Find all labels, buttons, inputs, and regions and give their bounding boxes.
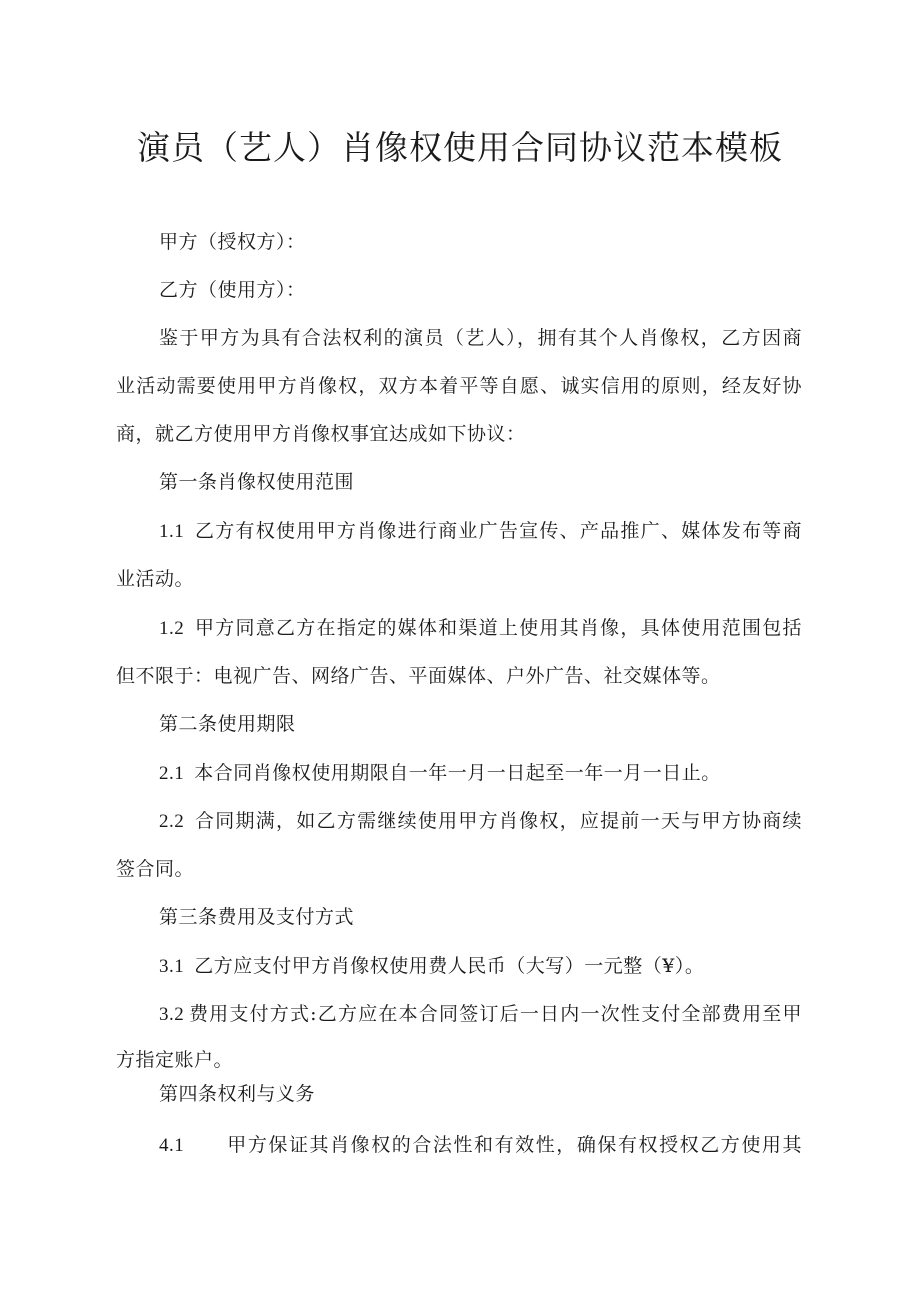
clause-1-1: [159, 517, 802, 546]
clause-text: 甲方同意乙方在指定的媒体和渠道上使用其肖像，具体使用范围包括: [194, 617, 802, 639]
clause-number: 1.1: [159, 521, 185, 542]
clause-1-2: [159, 614, 802, 643]
clause-2-1: [159, 759, 721, 788]
clause-1-2-cont: 但不限于：电视广告、网络广告、平面媒体、户外广告、社交媒体等。: [116, 665, 721, 687]
clause-2-2-cont: 签合同。: [116, 858, 195, 880]
document-title: 演员（艺人）肖像权使用合同协议范本模板: [137, 128, 783, 167]
party-b-line: 乙方（使用方）：: [159, 279, 306, 301]
clause-3-1: [159, 952, 704, 981]
preamble-line-1: 鉴于甲方为具有合法权利的演员（艺人），拥有其个人肖像权，乙方因商: [159, 327, 802, 349]
clause-1-1-cont: 业活动。: [116, 568, 195, 590]
clause-number: 3.1: [159, 956, 185, 977]
clause-number: 3.2: [159, 1004, 185, 1025]
article-1-heading: 第一条肖像权使用范围: [159, 471, 355, 493]
article-4-heading: 第四条权利与义务: [159, 1083, 316, 1105]
preamble-line-3: 商，就乙方使用甲方肖像权事宜达成如下协议：: [116, 423, 526, 445]
party-a-line: 甲方（授权方）：: [159, 231, 306, 253]
preamble-line-2: 业活动需要使用甲方肖像权，双方本着平等自愿、诚实信用的原则，经友好协: [116, 375, 802, 397]
clause-number: 4.1: [159, 1135, 185, 1156]
clause-text: 费用支付方式:乙方应在本合同签订后一日内一次性支付全部费用至甲: [188, 1003, 802, 1025]
clause-text: 本合同肖像权使用期限自一年一月一日起至一年一月一日止。: [194, 762, 721, 784]
clause-text: 合同期满，如乙方需继续使用甲方肖像权，应提前一天与甲方协商续: [194, 810, 802, 832]
clause-text: 甲方保证其肖像权的合法性和有效性，确保有权授权乙方使用其: [226, 1134, 802, 1156]
clause-number: 2.1: [159, 763, 185, 784]
article-2-heading: 第二条使用期限: [159, 713, 296, 735]
clause-3-2: [159, 1000, 802, 1029]
clause-number: 1.2: [159, 618, 185, 639]
clause-number: 2.2: [159, 811, 185, 832]
clause-text: 乙方应支付甲方肖像权使用费人民币（大写）一元整（¥）。: [194, 955, 705, 977]
clause-4-1: [159, 1131, 802, 1160]
clause-text: 乙方有权使用甲方肖像进行商业广告宣传、产品推广、媒体发布等商: [194, 520, 802, 542]
article-3-heading: 第三条费用及支付方式: [159, 906, 355, 928]
clause-2-2: [159, 807, 802, 836]
clause-3-2-cont: 方指定账户。: [116, 1049, 234, 1071]
